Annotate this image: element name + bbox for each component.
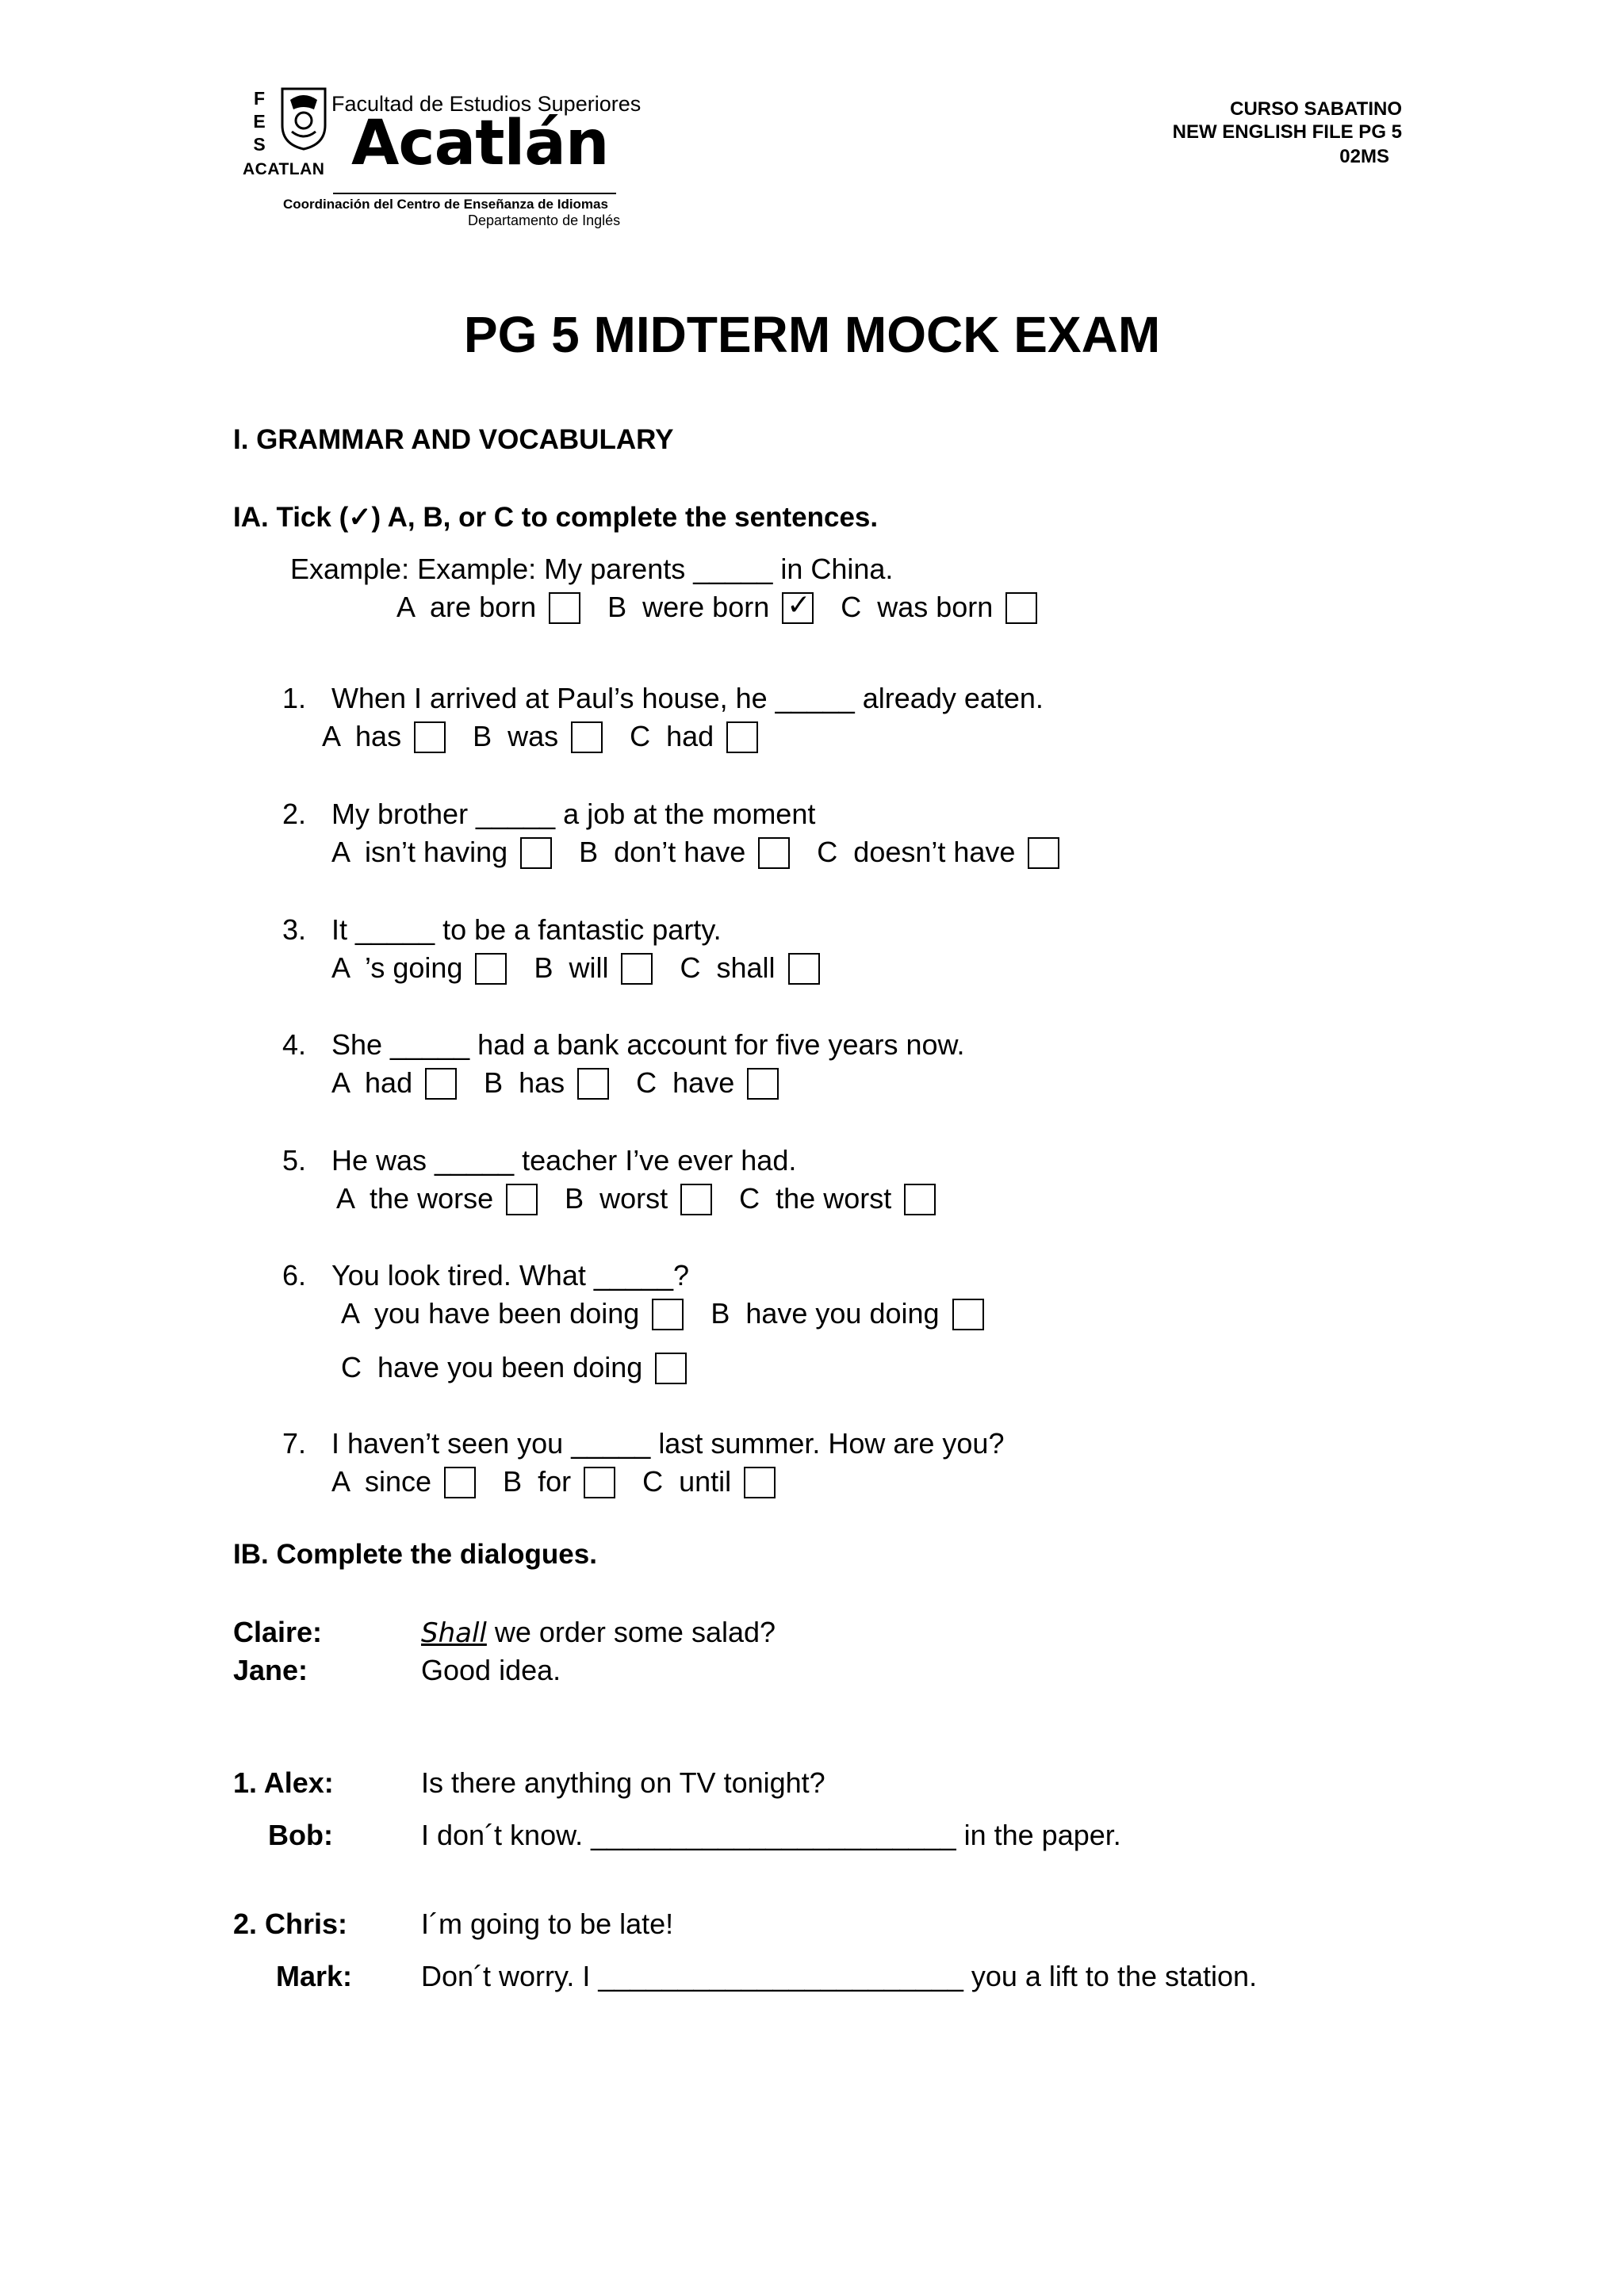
logo-acatlan: Acatlán <box>351 108 609 179</box>
option[interactable]: C doesn’t have <box>817 836 1059 869</box>
speaker-label: Bob: <box>268 1819 333 1851</box>
checkbox[interactable] <box>571 721 603 753</box>
dialogue-2-line-1: I´m going to be late! <box>421 1908 674 1940</box>
checkbox[interactable] <box>584 1467 615 1498</box>
question-5-options <box>336 1182 963 1215</box>
question-2: 2. My brother _____ a job at the moment <box>282 798 816 830</box>
option[interactable]: C the worst <box>739 1182 936 1215</box>
checkbox[interactable] <box>520 837 552 869</box>
unam-seal-icon <box>276 86 331 151</box>
logo-small-name: ACATLAN <box>243 160 325 178</box>
option[interactable]: B have you doing <box>710 1297 983 1330</box>
speaker-label: 2. Chris: <box>233 1908 348 1940</box>
example-option-c[interactable]: C was born <box>841 591 1037 624</box>
question-4: 4. She _____ had a bank account for five years now. <box>282 1028 965 1061</box>
header-course: CURSO SABATINO <box>1230 98 1402 120</box>
checkbox[interactable] <box>621 953 653 985</box>
logo-department: Departamento de Inglés <box>468 212 621 228</box>
option[interactable]: A ’s going <box>331 951 507 985</box>
page-title: PG 5 MIDTERM MOCK EXAM <box>463 306 1161 363</box>
checkbox[interactable] <box>414 721 446 753</box>
option[interactable]: B don’t have <box>579 836 790 869</box>
question-6: 6. You look tired. What _____? <box>282 1259 689 1292</box>
checkmark-icon: ✓ <box>787 589 811 622</box>
option[interactable]: A has <box>322 720 446 753</box>
option[interactable]: C have <box>636 1066 779 1100</box>
checkbox[interactable] <box>655 1353 687 1384</box>
speaker-label: Claire: <box>233 1616 323 1648</box>
logo-fes-letters: F E S <box>253 88 266 155</box>
question-5: 5. He was _____ teacher I’ve ever had. <box>282 1144 797 1177</box>
checkbox[interactable] <box>425 1068 457 1100</box>
part-a-heading: IA. Tick (✓) A, B, or C to complete the sentences. <box>233 502 879 533</box>
question-7-options <box>331 1465 802 1498</box>
question-6-options-row2 <box>341 1351 714 1384</box>
question-6-options-row1 <box>341 1297 1011 1330</box>
dialogue-1-line-1: Is there anything on TV tonight? <box>421 1766 825 1799</box>
option[interactable]: C shall <box>680 951 819 985</box>
option[interactable]: A isn’t having <box>331 836 552 869</box>
checkbox[interactable] <box>444 1467 476 1498</box>
option[interactable]: A had <box>331 1066 457 1100</box>
checkbox[interactable] <box>758 837 790 869</box>
option[interactable]: C have you been doing <box>341 1351 687 1384</box>
example-option-a[interactable]: A are born <box>396 591 580 624</box>
checkbox[interactable] <box>726 721 758 753</box>
checkbox[interactable] <box>952 1299 984 1330</box>
option[interactable]: B will <box>534 951 653 985</box>
option[interactable]: B for <box>503 1465 615 1498</box>
option[interactable]: C until <box>642 1465 776 1498</box>
checkbox[interactable] <box>549 592 580 624</box>
dialogue-1-line-2[interactable]: I don´t know. _______________________ in the paper. <box>421 1819 1121 1851</box>
option[interactable]: A you have been doing <box>341 1297 684 1330</box>
part-b-heading: IB. Complete the dialogues. <box>233 1539 597 1570</box>
speaker-label: Mark: <box>276 1960 353 1992</box>
example-answer: Shall <box>421 1617 487 1649</box>
section-heading: I. GRAMMAR AND VOCABULARY <box>233 424 674 455</box>
option[interactable]: C had <box>630 720 758 753</box>
question-3-options <box>331 951 847 985</box>
logo-coordination: Coordinación del Centro de Enseñanza de Idiomas <box>283 197 608 212</box>
checkbox[interactable] <box>680 1184 712 1215</box>
question-3: 3. It _____ to be a fantastic party. <box>282 913 722 946</box>
checkbox[interactable] <box>577 1068 609 1100</box>
checkbox[interactable] <box>1028 837 1059 869</box>
checkbox[interactable] <box>506 1184 538 1215</box>
checkbox[interactable] <box>747 1068 779 1100</box>
example-options <box>396 591 1064 624</box>
checkbox[interactable] <box>1005 592 1037 624</box>
option[interactable]: B was <box>473 720 603 753</box>
option[interactable]: B has <box>484 1066 609 1100</box>
option[interactable]: A since <box>331 1465 476 1498</box>
dialogue-example-line-2: Good idea. <box>421 1654 561 1686</box>
checkbox[interactable] <box>904 1184 936 1215</box>
speaker-label: Jane: <box>233 1654 308 1686</box>
example-label: Example: <box>290 553 410 585</box>
question-4-options <box>331 1066 806 1100</box>
checkbox[interactable] <box>744 1467 776 1498</box>
example-line <box>290 553 893 586</box>
checkbox-checked[interactable] <box>782 589 814 624</box>
checkbox[interactable] <box>475 953 507 985</box>
logo-divider <box>333 193 616 194</box>
option[interactable]: A the worse <box>336 1182 538 1215</box>
dialogue-example-line-1: Shall we order some salad? <box>421 1616 776 1649</box>
example-sentence: Example: My parents _____ in China. <box>417 553 894 585</box>
checkbox[interactable] <box>652 1299 684 1330</box>
header-book: NEW ENGLISH FILE PG 5 <box>1172 121 1402 143</box>
question-7: 7. I haven’t seen you _____ last summer. How are you? <box>282 1427 1005 1460</box>
checkbox[interactable] <box>788 953 820 985</box>
question-1-options <box>322 720 785 753</box>
dialogue-2-line-2[interactable]: Don´t worry. I _______________________ you a lift to the station. <box>421 1960 1258 1992</box>
header-group: 02MS <box>1339 146 1389 167</box>
logo-faculty-name: Facultad de Estudios Superiores <box>331 92 642 116</box>
example-option-b[interactable]: B were born ✓ <box>607 591 814 624</box>
question-2-options <box>331 836 1086 869</box>
question-1: 1. When I arrived at Paul’s house, he _____ already eaten. <box>282 682 1044 714</box>
option[interactable]: B worst <box>565 1182 712 1215</box>
speaker-label: 1. Alex: <box>233 1766 334 1799</box>
